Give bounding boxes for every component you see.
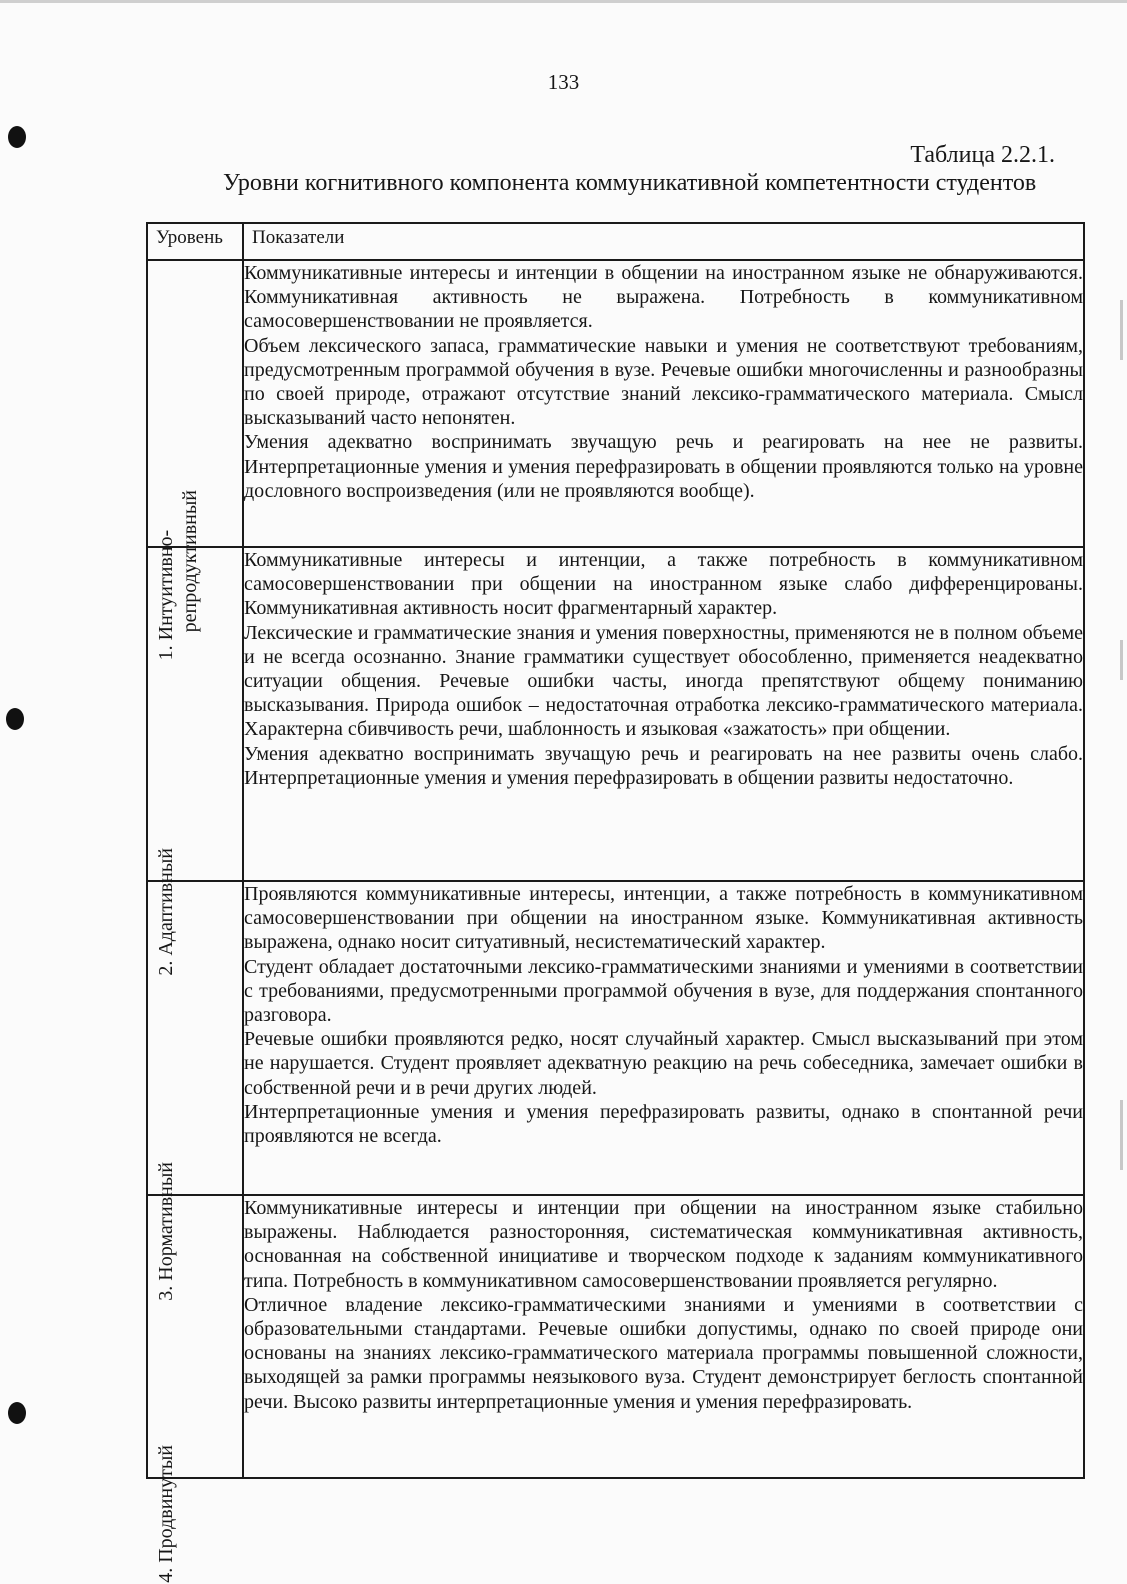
header-level: Уровень <box>147 223 243 260</box>
indicator-paragraph: Интерпретационные умения и умения перефразировать развиты, однако в спонтанной речи проявляются не всегда. <box>244 1100 1083 1148</box>
page-number: 133 <box>547 70 580 94</box>
levels-table <box>146 222 1085 1583</box>
scan-edge-mark <box>1120 640 1123 680</box>
indicators-cell <box>243 881 1084 1195</box>
punch-hole-mark <box>6 708 24 730</box>
scan-top-edge <box>0 0 1127 3</box>
level-cell <box>147 881 243 1301</box>
header-indicators: Показатели <box>243 223 1084 260</box>
indicator-paragraph: Умения адекватно воспринимать звучащую речь и реагировать на нее развиты очень слабо. Интерпретационные умения и умения перефразировать в общении развиты недостаточно. <box>244 742 1083 789</box>
indicator-paragraph: Отличное владение лексико-грамматическими знаниями и умениями в соответствии с образовательными стандартами. Речевые ошибки допустимы, однако по своей природе они основаны на знаниях лексико-грамматического материала программы повышенной сложности, выходящей за рамки программы неязыкового вуза. Студент демонстрирует беглость спонтанной речи. Высоко развиты интерпретационные умения и умения перефразировать. <box>244 1293 1083 1413</box>
indicator-paragraph: Лексические и грамматические знания и умения поверхностны, применяются не в полном объеме и не всегда осознанно. Знание грамматики существует обособленно, применяется неадекватно ситуации общения. Речевые ошибки часты, иногда препятствуют общему пониманию высказывания. Природа ошибок – недостаточная отработка лексико-грамматического материала. Характерна сбивчивость речи, шаблонность и языковая «зажатость» при общении. <box>244 621 1083 741</box>
table-number: Таблица 2.2.1. <box>910 142 1055 168</box>
indicators-cell <box>243 1195 1084 1478</box>
scan-edge-mark <box>1120 300 1123 360</box>
level-label: 4. Продвинутый <box>155 1445 177 1583</box>
indicator-paragraph: Студент обладает достаточными лексико-грамматическими знаниями и умениями в соответствии с требованиями, предусмотренными программой обучения в вузе, для поддержания спонтанного разговора. <box>244 955 1083 1027</box>
scan-edge-mark <box>1120 1100 1123 1170</box>
level-label-line: 1. Интуитивно- <box>155 529 177 661</box>
punch-hole-mark <box>8 126 26 148</box>
table-header-row <box>147 223 1084 260</box>
punch-hole-mark <box>8 1402 26 1424</box>
indicator-paragraph: Коммуникативные интересы и интенции при общении на иностранном языке стабильно выражены. Наблюдается разносторонняя, систематическая коммуникативная активность, основанная на собственной инициативе и творческом подходе к заданиям коммуникативного типа. Потребность в коммуникативном самосовершенствовании проявляется регулярно. <box>244 1197 1083 1292</box>
table-title: Уровни когнитивного компонента коммуникативной компетентности студентов <box>223 170 1037 196</box>
level-cell <box>147 547 243 976</box>
table-row <box>147 1195 1084 1478</box>
indicators-cell <box>243 260 1084 547</box>
indicator-paragraph: Умения адекватно воспринимать звучащую речь и реагировать на нее не развиты. Интерпретационные умения и умения перефразировать в общении проявляются только на уровне дословного воспроизведения (или не проявляются вообще). <box>244 431 1083 502</box>
indicator-paragraph: Проявляются коммуникативные интересы, интенции, а также потребность в коммуникативном самосовершенствовании при общении на иностранном языке. Коммуникативная активность выражена, однако носит ситуативный, несистематический характер. <box>244 883 1083 954</box>
level-cell <box>147 1195 243 1583</box>
table-row <box>147 547 1084 881</box>
level-label-line: репродуктивный <box>179 490 201 633</box>
level-label: 3. Нормативный <box>155 1162 177 1301</box>
indicator-paragraph: Объем лексического запаса, грамматические навыки и умения не соответствуют требованиям, предусмотренным программой обучения в вузе. Речевые ошибки многочисленны и разнообразны по своей природе, отражают отсутствие знаний лексико-грамматического материала. Смысл высказываний часто непонятен. <box>244 334 1083 430</box>
indicators-cell <box>243 547 1084 881</box>
level-cell <box>147 260 243 661</box>
table-row <box>147 260 1084 547</box>
indicator-paragraph: Коммуникативные интересы и интенции в общении на иностранном языке не обнаруживаются. Коммуникативная активность не выражена. Потребность в коммуникативном самосовершенствовании не проявляется. <box>244 262 1083 333</box>
indicator-paragraph: Коммуникативные интересы и интенции, а также потребность в коммуникативном самосовершенствовании при общении на иностранном языке слабо дифференцированы. Коммуникативная активность носит фрагментарный характер. <box>244 549 1083 620</box>
level-label: 2. Адаптивный <box>155 848 177 976</box>
table-row <box>147 881 1084 1195</box>
indicator-paragraph: Речевые ошибки проявляются редко, носят случайный характер. Смысл высказываний при этом не нарушается. Студент проявляет адекватную реакцию на речь собеседника, замечает ошибки в собственной речи и в речи других людей. <box>244 1028 1083 1099</box>
